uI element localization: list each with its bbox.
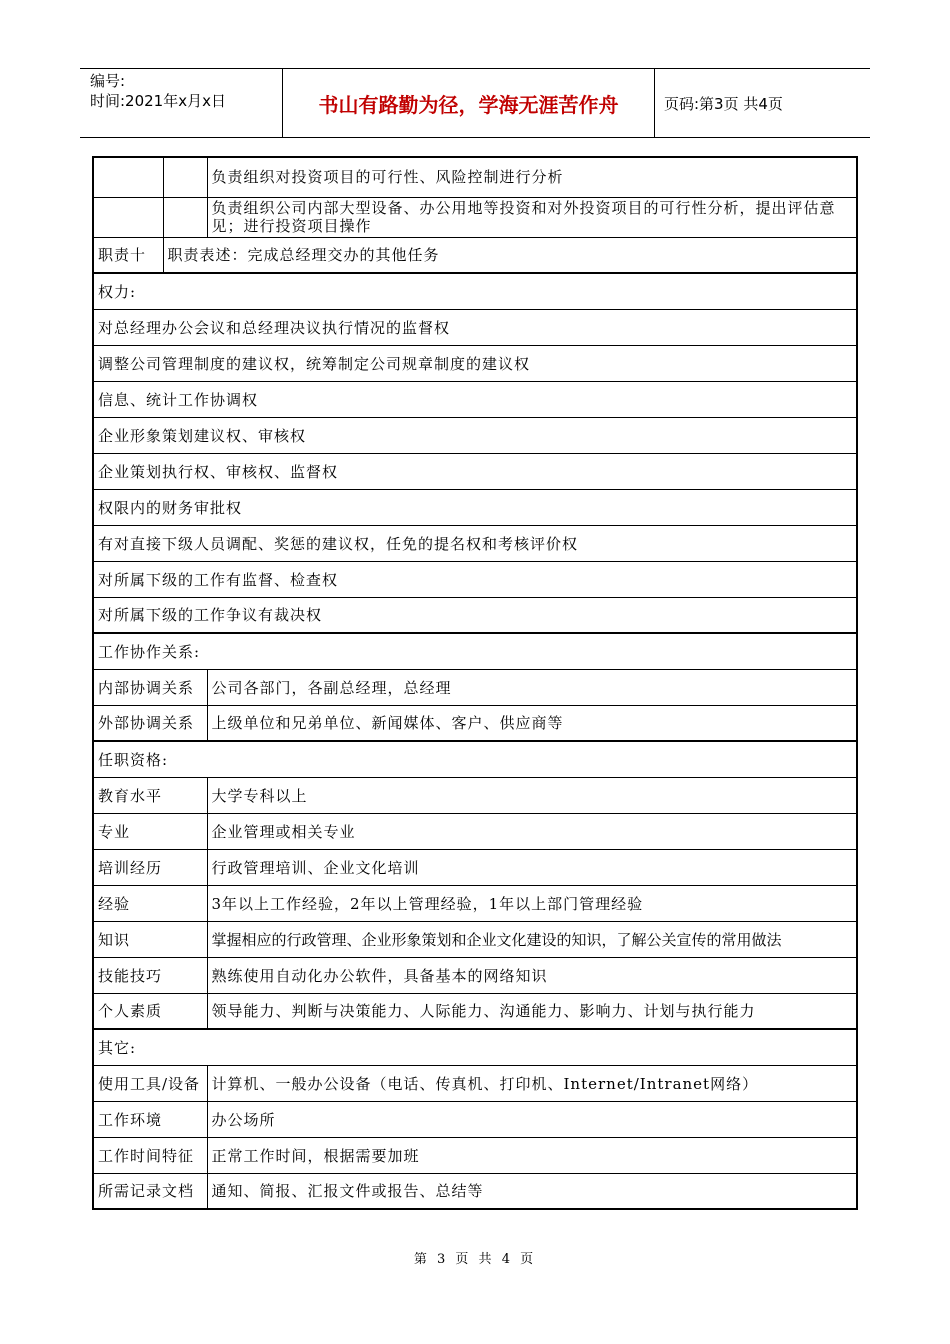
- qualification-value: 掌握相应的行政管理、企业形象策划和企业文化建设的知识，了解公关宣传的常用做法: [207, 921, 857, 957]
- authority-item: 对所属下级的工作有监督、检查权: [93, 561, 857, 597]
- duty-description: 职责表述：完成总经理交办的其他任务: [163, 237, 857, 273]
- header-page-number: 页码:第3页 共4页: [664, 94, 783, 113]
- qualification-label: 专业: [93, 813, 207, 849]
- qualification-row: [93, 957, 857, 993]
- other-label: 所需记录文档: [93, 1173, 207, 1209]
- authority-row: [93, 597, 857, 633]
- other-value: 办公场所: [207, 1101, 857, 1137]
- other-row: [93, 1137, 857, 1173]
- qualification-row: [93, 777, 857, 813]
- document-number: 编号:: [90, 72, 126, 90]
- duty-detail-row: [93, 157, 857, 197]
- empty-cell: [163, 197, 207, 237]
- relation-label: 内部协调关系: [93, 669, 207, 705]
- other-label: 使用工具/设备: [93, 1065, 207, 1101]
- qualification-label: 教育水平: [93, 777, 207, 813]
- other-row: [93, 1101, 857, 1137]
- authority-row: [93, 525, 857, 561]
- other-row: [93, 1173, 857, 1209]
- authority-row: [93, 453, 857, 489]
- relation-value: 上级单位和兄弟单位、新闻媒体、客户、供应商等: [207, 705, 857, 741]
- duty-detail-text: 负责组织公司内部大型设备、办公用地等投资和对外投资项目的可行性分析，提出评估意见；进行投资项目操作: [207, 197, 857, 237]
- qualification-value: 领导能力、判断与决策能力、人际能力、沟通能力、影响力、计划与执行能力: [207, 993, 857, 1029]
- empty-cell: [163, 157, 207, 197]
- qualifications-title: 任职资格:: [93, 741, 857, 777]
- other-title: 其它:: [93, 1029, 857, 1065]
- qualification-value: 企业管理或相关专业: [207, 813, 857, 849]
- authority-item: 企业形象策划建议权、审核权: [93, 417, 857, 453]
- authority-row: [93, 345, 857, 381]
- duty-label: 职责十: [93, 237, 163, 273]
- other-value: 正常工作时间，根据需要加班: [207, 1137, 857, 1173]
- qualification-label: 个人素质: [93, 993, 207, 1029]
- header-motto: 书山有路勤为径，学海无涯苦作舟: [283, 69, 655, 137]
- qualification-value: 熟练使用自动化办公软件，具备基本的网络知识: [207, 957, 857, 993]
- authority-item: 对总经理办公会议和总经理决议执行情况的监督权: [93, 309, 857, 345]
- authority-row: [93, 381, 857, 417]
- relation-value: 公司各部门，各副总经理，总经理: [207, 669, 857, 705]
- other-label: 工作环境: [93, 1101, 207, 1137]
- qualification-label: 知识: [93, 921, 207, 957]
- relation-row: [93, 705, 857, 741]
- section-header-row: [93, 1029, 857, 1065]
- qualification-row: [93, 885, 857, 921]
- authority-item: 有对直接下级人员调配、奖惩的建议权，任免的提名权和考核评价权: [93, 525, 857, 561]
- header-meta: [80, 69, 283, 137]
- authority-item: 调整公司管理制度的建议权，统筹制定公司规章制度的建议权: [93, 345, 857, 381]
- qualification-label: 经验: [93, 885, 207, 921]
- authority-row: [93, 309, 857, 345]
- page-header: [80, 68, 870, 138]
- duty-detail-row: [93, 197, 857, 237]
- other-value: 计算机、一般办公设备（电话、传真机、打印机、Internet/Intranet网络）: [207, 1065, 857, 1101]
- empty-cell: [93, 197, 163, 237]
- relation-label: 外部协调关系: [93, 705, 207, 741]
- document-time: 时间:2021年x月x日: [90, 92, 226, 110]
- qualification-row: [93, 921, 857, 957]
- section-header-row: [93, 741, 857, 777]
- qualification-value: 行政管理培训、企业文化培训: [207, 849, 857, 885]
- qualification-value: 大学专科以上: [207, 777, 857, 813]
- duty-row: [93, 237, 857, 273]
- other-row: [93, 1065, 857, 1101]
- relations-title: 工作协作关系:: [93, 633, 857, 669]
- section-header-row: [93, 273, 857, 309]
- other-label: 工作时间特征: [93, 1137, 207, 1173]
- authority-title: 权力:: [93, 273, 857, 309]
- other-value: 通知、简报、汇报文件或报告、总结等: [207, 1173, 857, 1209]
- qualification-value: 3年以上工作经验，2年以上管理经验，1年以上部门管理经验: [207, 885, 857, 921]
- job-description-table: [92, 156, 858, 1210]
- qualification-label: 培训经历: [93, 849, 207, 885]
- authority-item: 企业策划执行权、审核权、监督权: [93, 453, 857, 489]
- authority-row: [93, 561, 857, 597]
- qualification-row: [93, 849, 857, 885]
- empty-cell: [93, 157, 163, 197]
- authority-row: [93, 489, 857, 525]
- authority-row: [93, 417, 857, 453]
- page-footer: 第 3 页 共 4 页: [413, 1252, 537, 1267]
- authority-item: 对所属下级的工作争议有裁决权: [93, 597, 857, 633]
- duty-detail-text: 负责组织对投资项目的可行性、风险控制进行分析: [207, 157, 857, 197]
- qualification-label: 技能技巧: [93, 957, 207, 993]
- authority-item: 信息、统计工作协调权: [93, 381, 857, 417]
- relation-row: [93, 669, 857, 705]
- qualification-row: [93, 813, 857, 849]
- qualification-row: [93, 993, 857, 1029]
- section-header-row: [93, 633, 857, 669]
- authority-item: 权限内的财务审批权: [93, 489, 857, 525]
